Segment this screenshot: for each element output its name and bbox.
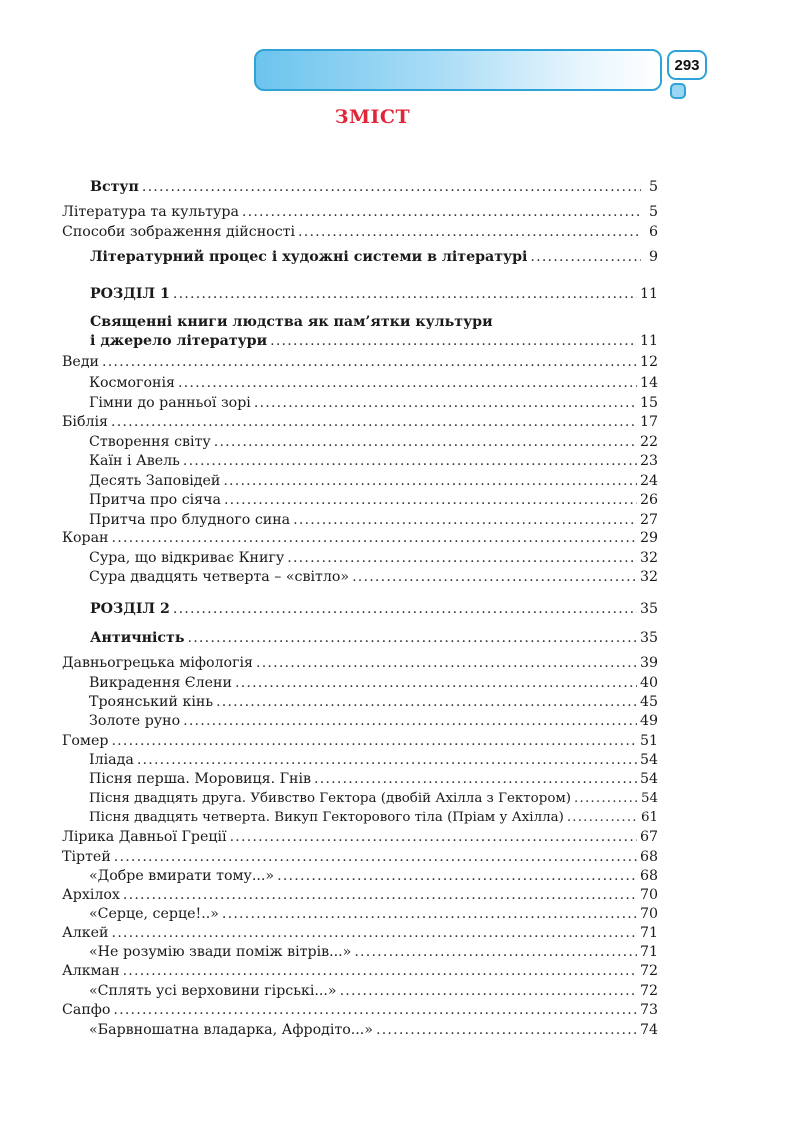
toc-entry-page: 14	[639, 375, 658, 391]
toc-entry[interactable]	[89, 944, 658, 964]
toc-entry-title: Гомер	[62, 733, 109, 749]
toc-entry-page: 67	[639, 829, 658, 845]
toc-entry-title: Золоте руно	[89, 713, 181, 729]
toc-entry[interactable]	[89, 395, 658, 415]
toc-entry-title: Давньогрецька міфологія	[62, 655, 253, 671]
dot-leader	[114, 849, 637, 865]
dot-leader	[256, 655, 637, 671]
dot-leader	[112, 530, 637, 546]
dot-leader	[223, 473, 637, 489]
dot-leader	[530, 249, 641, 265]
dot-leader	[340, 983, 637, 999]
toc-entry-title: Сура двадцять четверта – «світло»	[89, 569, 350, 585]
dot-leader	[574, 791, 638, 806]
toc-entry-page: 39	[639, 655, 658, 671]
toc-entry[interactable]	[89, 752, 658, 772]
toc-entry-title: Архілох	[62, 887, 120, 903]
dot-leader	[183, 453, 637, 469]
toc-entry-page: 74	[639, 1022, 658, 1038]
toc-entry-page: 61	[640, 810, 658, 825]
dot-leader	[298, 224, 641, 240]
toc-entry[interactable]	[62, 829, 658, 849]
toc-entry-title: Гімни до ранньої зорі	[89, 395, 251, 411]
dot-leader	[178, 375, 637, 391]
toc-entry-title: Тіртей	[62, 849, 111, 865]
toc-entry-page: 54	[640, 791, 658, 806]
toc-entry[interactable]	[62, 1002, 658, 1022]
toc-entry-page: 49	[639, 713, 658, 729]
toc-entry[interactable]	[89, 983, 658, 1003]
toc-entry-title: Літературний процес і художні системи в літературі	[90, 249, 528, 265]
toc-entry-page: 26	[639, 492, 658, 508]
toc-entry[interactable]	[90, 333, 658, 353]
toc-entry-page: 72	[639, 963, 658, 979]
toc-entry[interactable]	[90, 179, 658, 199]
toc-entry-page: 11	[639, 333, 658, 349]
toc-entry-title: Троянський кінь	[89, 694, 214, 710]
dot-leader	[235, 675, 637, 691]
dot-leader	[173, 286, 637, 302]
toc-entry-page: 15	[639, 395, 658, 411]
dot-leader	[102, 354, 637, 370]
toc-entry-page: 68	[639, 868, 658, 884]
dot-leader	[111, 925, 636, 941]
toc-entry-page: 17	[639, 414, 658, 430]
toc-entry[interactable]	[62, 925, 658, 945]
page-title: ЗМІСТ	[334, 106, 411, 128]
dot-leader	[137, 752, 637, 768]
toc-entry-title: Алкман	[62, 963, 120, 979]
dot-leader	[216, 694, 637, 710]
dot-leader	[354, 944, 637, 960]
dot-leader	[113, 1002, 637, 1018]
toc-entry-page: 5	[648, 179, 658, 195]
toc-entry-page: 5	[648, 204, 658, 220]
toc-entry-title: «Не розумію звади поміж вітрів...»	[89, 944, 352, 960]
dot-leader	[270, 333, 637, 349]
toc-entry-title: і джерело літератури	[90, 333, 268, 349]
toc-entry-page: 73	[639, 1002, 658, 1018]
toc-entry-page: 32	[639, 550, 658, 566]
toc-entry-page: 70	[639, 906, 658, 922]
page-number: 293	[667, 50, 707, 80]
toc-entry-page: 27	[639, 512, 658, 528]
toc-entry[interactable]	[89, 375, 658, 395]
toc-entry[interactable]	[90, 601, 658, 621]
dot-leader	[277, 868, 637, 884]
toc-entry[interactable]	[62, 354, 658, 374]
toc-entry[interactable]	[62, 849, 658, 869]
toc-entry-page: 51	[639, 733, 658, 749]
toc-entry-page: 70	[639, 887, 658, 903]
dot-leader	[224, 492, 637, 508]
toc-entry-title: Античність	[90, 630, 185, 646]
toc-entry[interactable]	[89, 694, 658, 714]
dot-leader	[173, 601, 637, 617]
dot-leader	[222, 906, 637, 922]
toc-entry-title: Алкей	[62, 925, 109, 941]
toc-entry[interactable]	[89, 791, 658, 811]
toc-entry-title: Пісня двадцять друга. Убивство Гектора (двобій Ахілла з Гектором)	[89, 791, 572, 806]
toc-entry-title: Біблія	[62, 414, 109, 430]
toc-entry-title: Пісня двадцять четверта. Викуп Гекторового тіла (Пріам у Ахілла)	[89, 810, 564, 825]
toc-entry[interactable]	[89, 434, 658, 454]
toc-entry[interactable]	[89, 868, 658, 888]
toc-entry-page: 45	[639, 694, 658, 710]
toc-entry-page: 22	[639, 434, 658, 450]
toc-entry[interactable]	[62, 414, 658, 434]
toc-entry[interactable]	[62, 204, 658, 224]
toc-entry[interactable]	[62, 887, 658, 907]
toc-entry-title: Способи зображення дійсності	[62, 224, 296, 240]
toc-entry-title: Вступ	[90, 179, 139, 195]
toc-entry-title: «Барвношатна владарка, Афродіто...»	[89, 1022, 373, 1038]
toc-entry[interactable]	[62, 224, 658, 244]
toc-entry[interactable]	[89, 810, 658, 830]
toc-entry-page: 54	[639, 771, 658, 787]
toc-entry-page: 29	[639, 530, 658, 546]
dot-leader	[214, 434, 637, 450]
toc-entry-page: 40	[639, 675, 658, 691]
toc-entry[interactable]	[90, 630, 658, 650]
dot-leader	[567, 810, 638, 825]
toc-entry[interactable]	[89, 512, 658, 532]
dot-leader	[230, 829, 637, 845]
toc-entry-page: 71	[639, 925, 658, 941]
toc-entry-page: 72	[639, 983, 658, 999]
toc-entry[interactable]	[62, 963, 658, 983]
toc-entry-title: «Сплять усі верховини гірські...»	[89, 983, 337, 999]
dot-leader	[183, 713, 637, 729]
dot-leader	[293, 512, 637, 528]
toc-entry-page: 71	[639, 944, 658, 960]
toc-entry-title: РОЗДІЛ 1	[90, 286, 170, 302]
dot-leader	[123, 887, 637, 903]
toc-entry-title-line: Священні книги людства як пам’ятки культури	[90, 314, 493, 330]
toc-entry-title: «Добре вмирати тому...»	[89, 868, 275, 884]
toc-entry-title: Викрадення Єлени	[89, 675, 232, 691]
toc-entry-page: 12	[639, 354, 658, 370]
toc-entry-title: Література та культура	[62, 204, 239, 220]
toc-entry-title: Іліада	[89, 752, 134, 768]
toc-entry[interactable]	[89, 713, 658, 733]
dot-leader	[352, 569, 637, 585]
toc-entry-title: Притча про сіяча	[89, 492, 221, 508]
toc-entry-title: Притча про блудного сина	[89, 512, 291, 528]
toc-entry[interactable]	[62, 530, 658, 550]
toc-entry[interactable]	[89, 771, 658, 791]
dot-leader	[142, 179, 641, 195]
toc-entry-page: 68	[639, 849, 658, 865]
toc-entry-title: Створення світу	[89, 434, 211, 450]
toc-entry[interactable]	[89, 675, 658, 695]
toc-entry[interactable]	[90, 249, 658, 269]
dot-leader	[254, 395, 637, 411]
toc-entry[interactable]	[90, 286, 658, 306]
dot-leader	[314, 771, 637, 787]
dot-leader	[111, 733, 636, 749]
toc-entry-page: 23	[639, 453, 658, 469]
toc-entry-title: Пісня перша. Моровиця. Гнів	[89, 771, 311, 787]
dot-leader	[242, 204, 641, 220]
toc-entry[interactable]	[89, 550, 658, 570]
toc-entry-page: 35	[639, 601, 658, 617]
dot-leader	[123, 963, 637, 979]
toc-entry-title: РОЗДІЛ 2	[90, 601, 170, 617]
toc-entry[interactable]	[89, 453, 658, 473]
toc-entry-page: 32	[639, 569, 658, 585]
toc-entry-page: 35	[639, 630, 658, 646]
toc-entry[interactable]	[89, 1022, 658, 1042]
toc-entry-title: Космогонія	[89, 375, 175, 391]
toc-entry-title: Коран	[62, 530, 109, 546]
toc-entry-title: Сура, що відкриває Книгу	[89, 550, 285, 566]
toc-entry-title: Каїн і Авель	[89, 453, 180, 469]
toc-entry-title: «Серце, серце!..»	[89, 906, 219, 922]
toc-entry[interactable]	[89, 906, 658, 926]
toc-entry-title: Лірика Давньої Греції	[62, 829, 227, 845]
toc-entry-page: 54	[639, 752, 658, 768]
toc-entry[interactable]	[89, 473, 658, 493]
toc-entry[interactable]	[62, 655, 658, 675]
dot-leader	[287, 550, 637, 566]
dot-leader	[376, 1022, 637, 1038]
toc-entry-title: Веди	[62, 354, 100, 370]
toc-entry[interactable]	[89, 569, 658, 589]
dot-leader	[187, 630, 636, 646]
toc-entry-title: Десять Заповідей	[89, 473, 221, 489]
toc-entry-page: 9	[648, 249, 658, 265]
toc-entry[interactable]	[89, 492, 658, 512]
toc-entry-page: 6	[648, 224, 658, 240]
toc-entry[interactable]	[62, 733, 658, 753]
toc-entry-page: 11	[639, 286, 658, 302]
toc-entry-title: Сапфо	[62, 1002, 111, 1018]
dot-leader	[111, 414, 637, 430]
toc-entry-page: 24	[639, 473, 658, 489]
